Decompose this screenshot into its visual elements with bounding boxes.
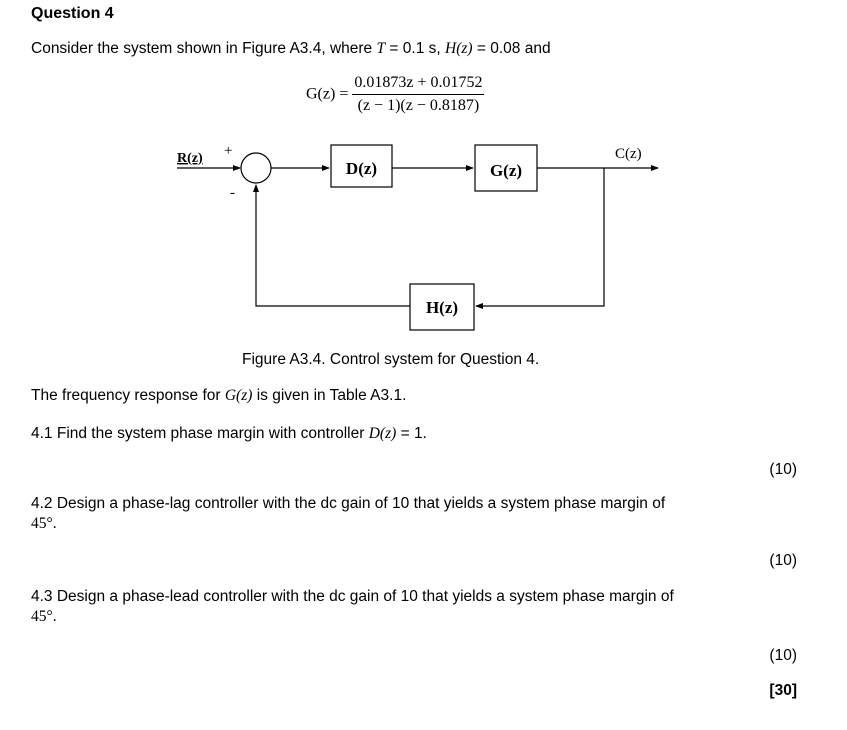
freq-prefix: The frequency response for xyxy=(31,387,225,404)
freq-suffix: is given in Table A3.1. xyxy=(252,387,407,404)
input-label: R(z) xyxy=(177,151,203,166)
intro-prefix: Consider the system shown in Figure A3.4, where xyxy=(31,40,377,57)
h-to-junction-arrow xyxy=(256,185,410,306)
part-4-3-line2: 45°. xyxy=(31,608,57,625)
part-4-2-line1: 4.2 Design a phase-lag controller with the dc gain of 10 that yields a system phase margin of xyxy=(31,495,666,512)
part-4-1-function: D(z) xyxy=(368,425,397,442)
block-diagram xyxy=(0,0,847,340)
equation-lhs: G(z) = xyxy=(306,85,349,103)
equation-numerator: 0.01873z + 0.01752 xyxy=(352,74,484,95)
minus-sign: - xyxy=(230,185,235,201)
block-d-label: D(z) xyxy=(345,159,378,178)
part-4-1-suffix: = 1. xyxy=(396,425,427,442)
part-4-1-marks: (10) xyxy=(769,461,797,478)
part-4-3-line1: 4.3 Design a phase-lead controller with the dc gain of 10 that yields a system phase margin of xyxy=(31,588,674,605)
frequency-response-text xyxy=(31,387,406,405)
intro-t-variable: T xyxy=(376,40,386,57)
summing-junction xyxy=(241,153,271,183)
block-g-label: G(z) xyxy=(489,161,523,180)
question-title: Question 4 xyxy=(31,5,114,22)
part-4-1-prefix: 4.1 Find the system phase margin with controller xyxy=(31,425,369,442)
output-label: C(z) xyxy=(615,146,642,162)
total-marks: [30] xyxy=(769,682,797,699)
plus-sign: + xyxy=(224,143,233,159)
part-4-2-line2: 45°. xyxy=(31,515,57,532)
intro-h-function: H(z) xyxy=(445,40,473,57)
figure-caption: Figure A3.4. Control system for Question 4. xyxy=(242,351,540,368)
block-h-label: H(z) xyxy=(425,298,459,317)
equation-denominator: (z − 1)(z − 0.8187) xyxy=(357,97,480,114)
part-4-2-marks: (10) xyxy=(769,552,797,569)
freq-function: G(z) xyxy=(224,387,253,404)
part-4-1-text xyxy=(31,425,427,443)
intro-h-value: = 0.08 and xyxy=(472,40,551,57)
intro-t-value: = 0.1 s, xyxy=(385,40,445,57)
part-4-3-marks: (10) xyxy=(769,647,797,664)
